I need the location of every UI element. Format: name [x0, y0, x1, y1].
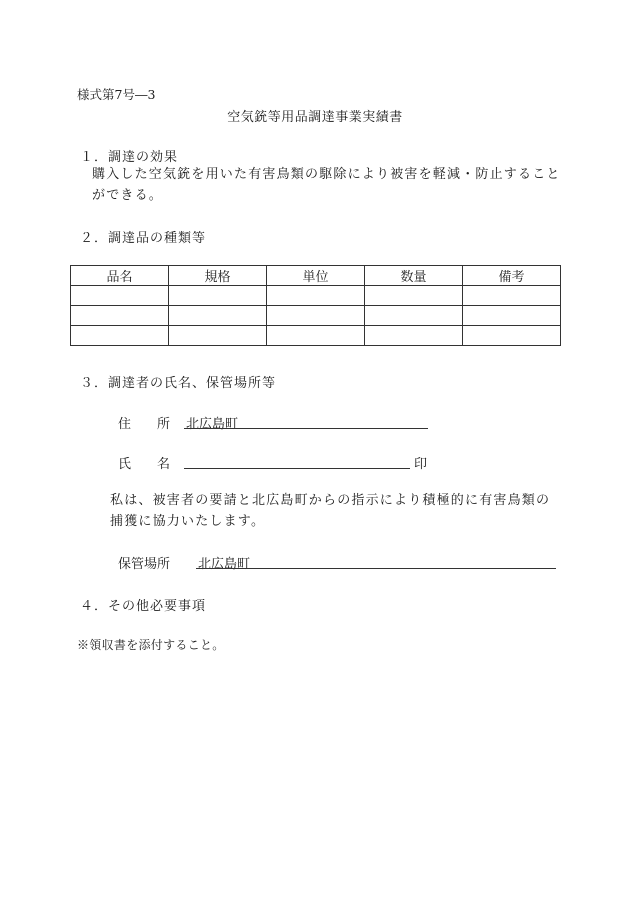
table-cell[interactable] [267, 306, 365, 326]
name-underline[interactable] [184, 468, 410, 469]
table-cell[interactable] [169, 326, 267, 346]
table-row [71, 286, 561, 306]
table-cell[interactable] [71, 306, 169, 326]
address-value: 北広島町 [186, 417, 239, 432]
section-4-heading: ４．その他必要事項 [80, 599, 207, 614]
table-header-cell: 単位 [267, 266, 365, 286]
table-cell[interactable] [267, 326, 365, 346]
storage-label: 保管場所 [118, 557, 171, 572]
table-header-cell: 規格 [169, 266, 267, 286]
section-1-heading: １．調達の効果 [80, 150, 179, 165]
table-cell[interactable] [169, 286, 267, 306]
table-cell[interactable] [365, 306, 463, 326]
table-cell[interactable] [463, 326, 561, 346]
table-cell[interactable] [463, 286, 561, 306]
table-header-cell: 備考 [463, 266, 561, 286]
address-label: 住 所 [118, 417, 171, 432]
table-cell[interactable] [267, 286, 365, 306]
storage-value: 北広島町 [198, 557, 251, 572]
form-number: 様式第7号―3 [77, 87, 156, 102]
table-row [71, 326, 561, 346]
table-cell[interactable] [169, 306, 267, 326]
seal-mark: 印 [414, 457, 428, 472]
table-cell[interactable] [365, 326, 463, 346]
document-title: 空気銃等用品調達事業実績書 [227, 110, 403, 125]
section-1-body-text: 購入した空気銃を用いた有害鳥類の駆除により被害を軽減・防止することができる。 [92, 167, 561, 203]
procurement-items-table [70, 265, 561, 346]
table-row [71, 306, 561, 326]
cooperation-statement: 私は、被害者の要請と北広島町からの指示により積極的に有害鳥類の捕獲に協力いたします。 [110, 493, 551, 529]
table-cell[interactable] [71, 286, 169, 306]
storage-underline[interactable] [196, 568, 556, 569]
table-header-row [71, 266, 561, 286]
receipt-note: ※領収書を添付すること。 [77, 638, 225, 652]
table-header-cell: 数量 [365, 266, 463, 286]
section-3-heading: ３．調達者の氏名、保管場所等 [80, 376, 277, 391]
section-2-heading: ２．調達品の種類等 [80, 231, 207, 246]
table-cell[interactable] [463, 306, 561, 326]
address-underline[interactable] [184, 428, 428, 429]
name-label: 氏 名 [118, 457, 171, 472]
table-cell[interactable] [71, 326, 169, 346]
section-1-body [92, 164, 562, 206]
table-header-cell: 品名 [71, 266, 169, 286]
table-cell[interactable] [365, 286, 463, 306]
